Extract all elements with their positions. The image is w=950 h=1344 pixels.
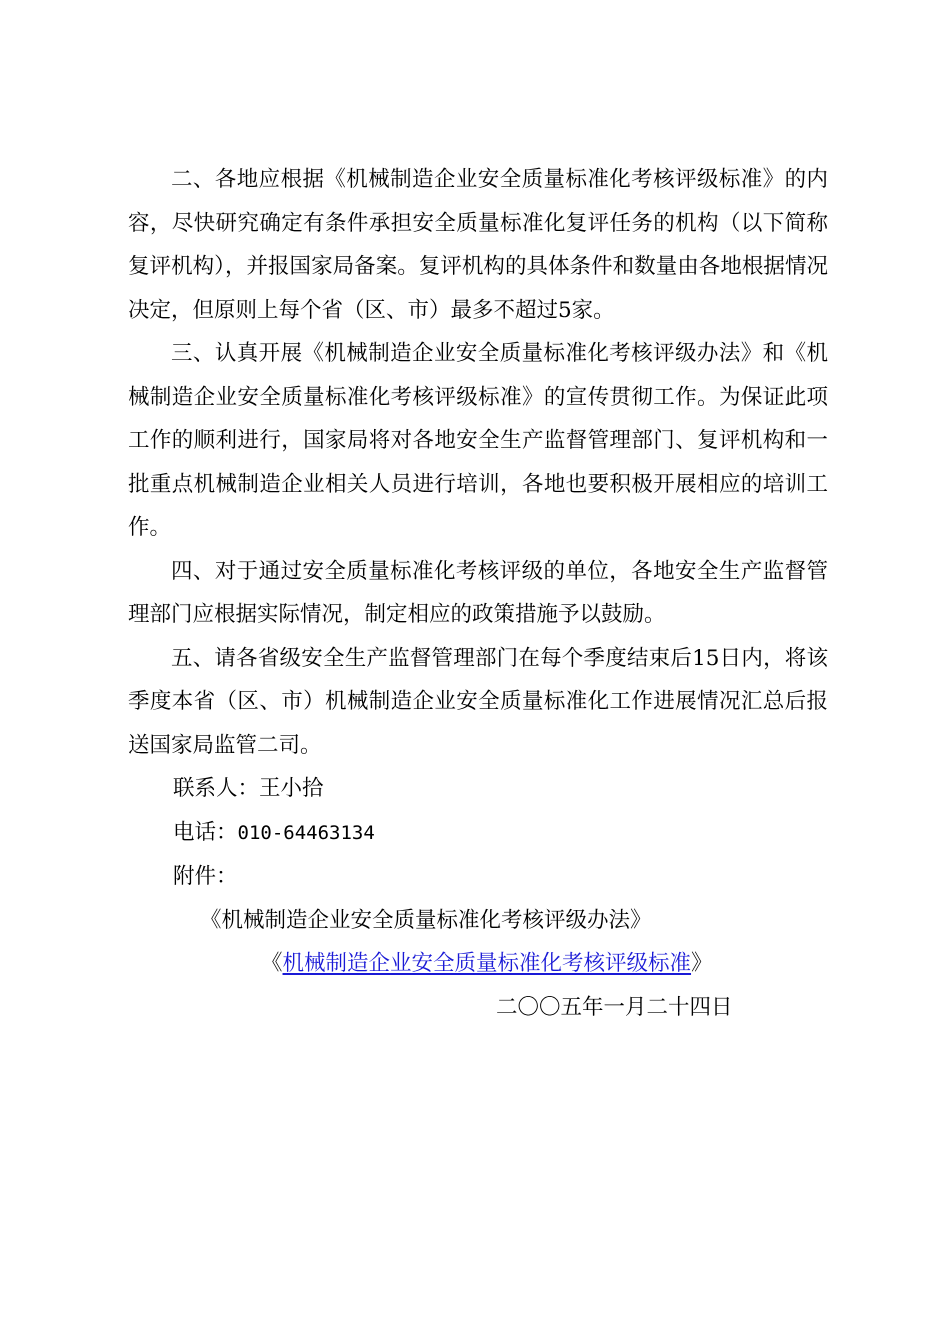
phone-line <box>128 811 828 856</box>
paragraph-item-5: 五、请各省级安全生产监督管理部门在每个季度结束后15日内，将该季度本省（区、市）机械制造企业安全质量标准化工作进展情况汇总后报送国家局监管二司。 <box>128 645 828 758</box>
attachment-item-2 <box>128 942 828 986</box>
contact-label: 联系人： <box>173 776 260 801</box>
paragraph-item-3: 三、认真开展《机械制造企业安全质量标准化考核评级办法》和《机械制造企业安全质量标准化考核评级标准》的宣传贯彻工作。为保证此项工作的顺利进行，国家局将对各地安全生产监督管理部门、复评机构和一批重点机械制造企业相关人员进行培训，各地也要积极开展相应的培训工作。 <box>128 341 828 540</box>
contact-name: 王小拾 <box>259 776 324 801</box>
phone-number: 010-64463134 <box>237 821 375 844</box>
phone-label: 电话： <box>173 819 238 845</box>
attachments-label: 附件： <box>173 864 238 889</box>
document-body <box>128 158 828 1029</box>
attachment-item-2-link[interactable]: 机械制造企业安全质量标准化考核评级标准 <box>282 951 692 976</box>
attachment-item-1: 《机械制造企业安全质量标准化考核评级办法》 <box>200 907 652 933</box>
paragraph-item-4: 四、对于通过安全质量标准化考核评级的单位，各地安全生产监督管理部门应根据实际情况，制定相应的政策措施予以鼓励。 <box>128 558 828 627</box>
attachment-item-2-close-bracket: 》 <box>691 951 713 976</box>
document-date: 二〇〇五年一月二十四日 <box>496 994 733 1020</box>
attachment-item-2-open-bracket: 《 <box>261 951 283 976</box>
contact-line <box>128 767 828 811</box>
paragraph-item-2: 二、各地应根据《机械制造企业安全质量标准化考核评级标准》的内容，尽快研究确定有条件承担安全质量标准化复评任务的机构（以下简称复评机构），并报国家局备案。复评机构的具体条件和数量由各地根据情况决定，但原则上每个省（区、市）最多不超过5家。 <box>128 167 828 323</box>
